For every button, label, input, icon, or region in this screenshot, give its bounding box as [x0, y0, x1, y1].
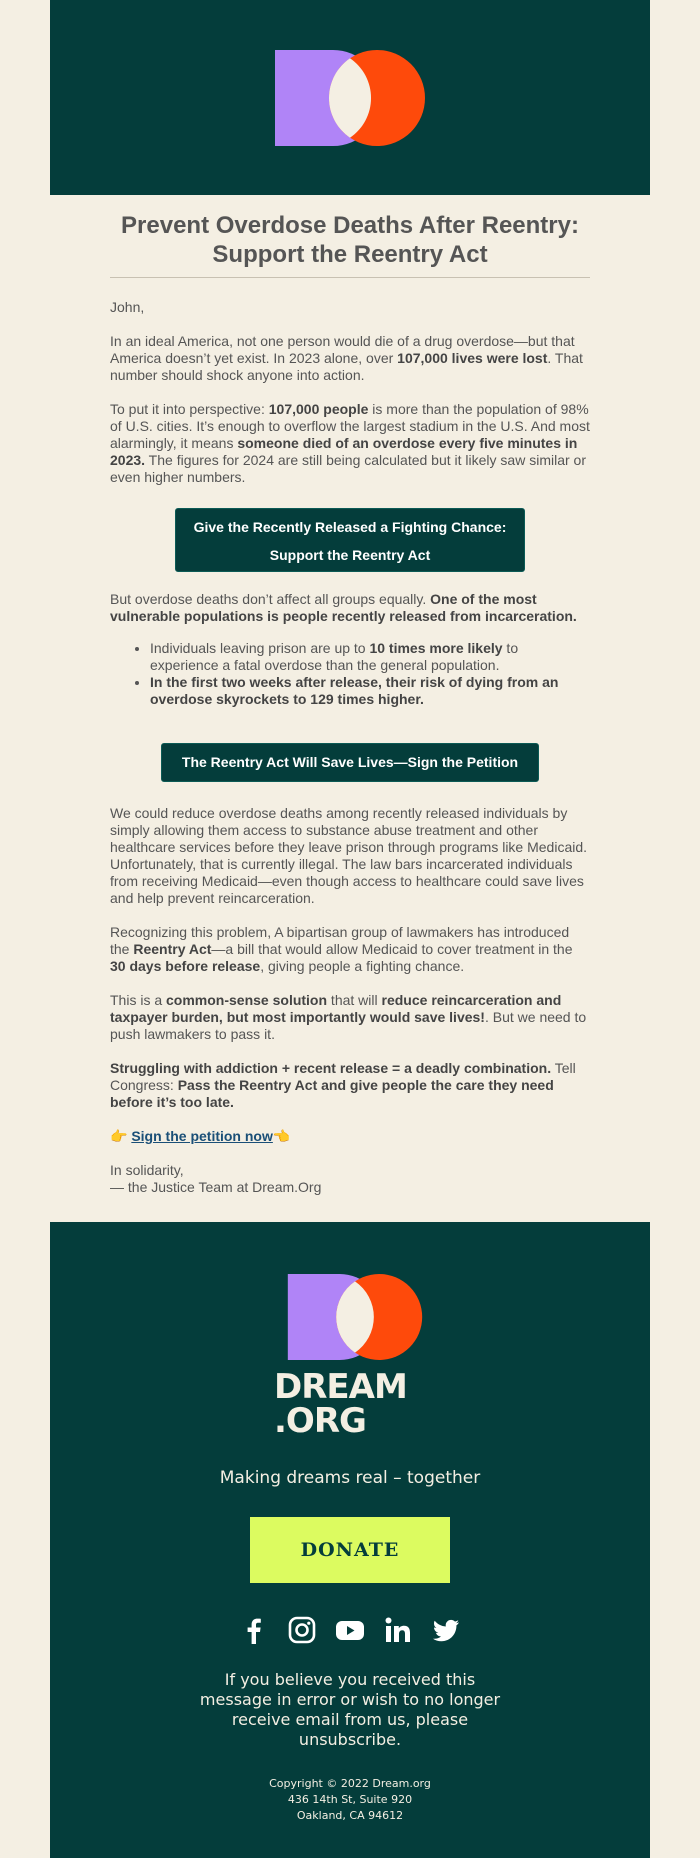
- email-body: [50, 278, 650, 1196]
- email-footer: [50, 1222, 650, 1858]
- email-container: [50, 0, 650, 1858]
- paragraph-reentry-act: Recognizing this problem, A bipartisan group of lawmakers has introduced the Reentry Act—a bill that would allow Medicaid to cover treatment in the 30 days before release, giving people a fighting chance.: [110, 924, 573, 974]
- footer-tagline: Making dreams real – together: [219, 1468, 481, 1488]
- paragraph-perspective: To put it into perspective: 107,000 people is more than the population of 98% of U.S. cities. It’s enough to overflow the largest stadium in the U.S. And most alarmingly, it means someone died of an overdose every five minutes in 2023. The figures for 2024 are still being calculated but it likely saw similar or even higher numbers.: [110, 401, 590, 485]
- sign-petition-link[interactable]: Sign the petition now: [131, 1128, 273, 1144]
- dream-logo-icon: [287, 1274, 423, 1360]
- petition-line: [110, 1128, 590, 1145]
- instagram-icon[interactable]: [287, 1615, 317, 1645]
- copyright-block: Copyright © 2022 Dream.org 436 14th St, Suite 920 Oakland, CA 94612: [269, 1777, 431, 1822]
- list-item: • In the first two weeks after release, their risk of dying from an overdose skyrockets to 129 times higher.: [150, 674, 590, 708]
- twitter-icon[interactable]: [431, 1615, 461, 1645]
- paragraph-call-to-action: Struggling with addiction + recent release = a deadly combination. Tell Congress: Pass the Reentry Act and give people the care they need before it’s too late.: [110, 1060, 576, 1110]
- dream-org-wordmark: DREAM .ORG: [274, 1367, 407, 1441]
- paragraph-intro: In an ideal America, not one person would die of a drug overdose—but that America doesn’t yet exist. In 2023 alone, over 107,000 lives were lost. That number should shock anyone into action.: [110, 333, 583, 383]
- pointing-left-icon: 👈: [272, 1128, 291, 1144]
- unsubscribe-text[interactable]: If you believe you received this message in error or wish to no longer receive email from us, please unsubscribe.: [199, 1670, 501, 1749]
- paragraph-medicaid: We could reduce overdose deaths among recently released individuals by simply allowing them access to substance abuse treatment and other healthcare services before they leave prison through programs like Medicaid. Unfortunately, that is currently illegal. The law bars incarcerated individuals from receiving Medicaid—even though access to healthcare could save lives and help prevent reincarceration.: [110, 805, 588, 906]
- linkedin-icon[interactable]: [383, 1615, 413, 1645]
- signoff: In solidarity, — the Justice Team at Dream.Org: [110, 1162, 322, 1195]
- email-title: Prevent Overdose Deaths After Reentry: Support the Reentry Act: [121, 212, 579, 268]
- facebook-icon[interactable]: [239, 1615, 269, 1645]
- list-item: • Individuals leaving prison are up to 10 times more likely to experience a fatal overdose than the general population.: [150, 640, 590, 674]
- pointing-right-icon: 👉: [110, 1128, 128, 1144]
- youtube-icon[interactable]: [335, 1615, 365, 1645]
- sign-petition-button[interactable]: The Reentry Act Will Save Lives—Sign the Petition: [161, 743, 539, 782]
- social-links: [50, 1615, 650, 1645]
- fighting-chance-button[interactable]: Give the Recently Released a Fighting Chance: Support the Reentry Act: [175, 508, 525, 572]
- paragraph-common-sense: This is a common-sense solution that will reduce reincarceration and taxpayer burden, but most importantly would save lives!. But we need to push lawmakers to pass it.: [110, 992, 587, 1042]
- dream-logo-icon: [275, 50, 425, 146]
- greeting: John,: [110, 299, 145, 315]
- email-header: [50, 0, 650, 195]
- stats-list: [110, 640, 590, 708]
- paragraph-vulnerable: But overdose deaths don’t affect all groups equally. One of the most vulnerable populations is people recently released from incarceration.: [110, 591, 577, 624]
- donate-button[interactable]: DONATE: [250, 1517, 450, 1583]
